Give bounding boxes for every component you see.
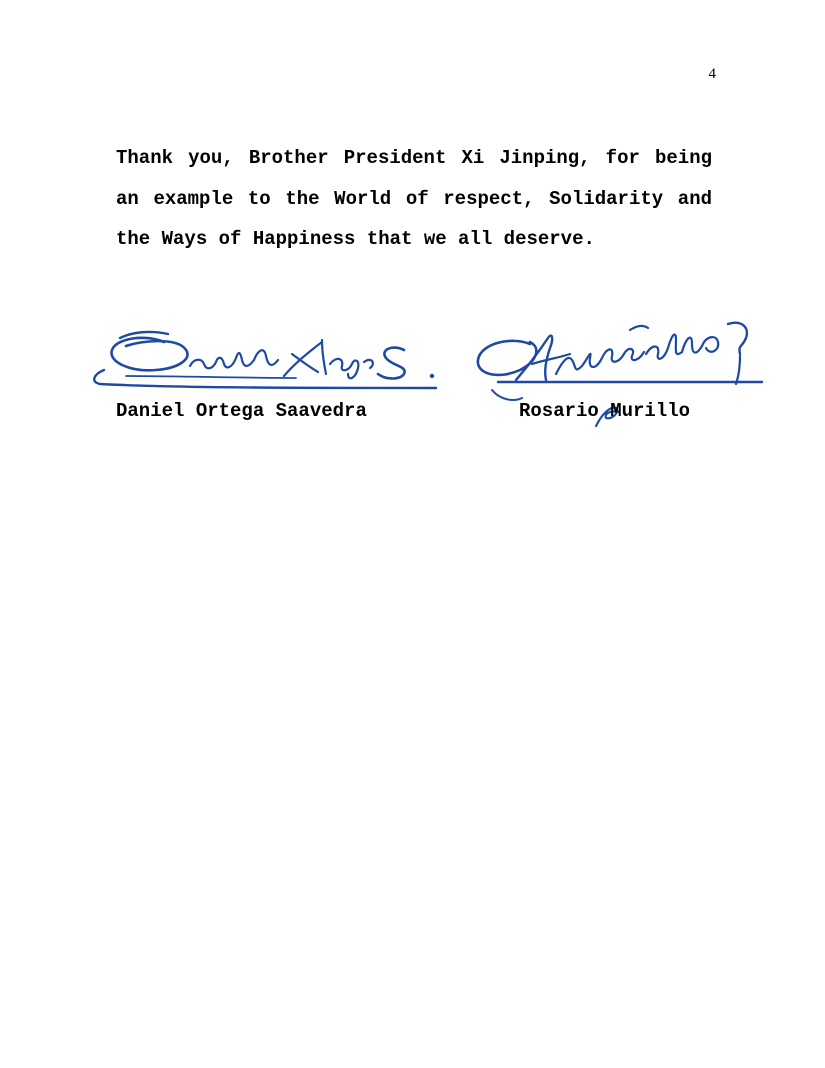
signer-name-ortega: Daniel Ortega Saavedra	[116, 400, 367, 422]
signature-ortega	[86, 316, 442, 398]
signer-name-murillo: Rosario Murillo	[519, 400, 691, 422]
page-number: 4	[708, 66, 716, 82]
closing-paragraph: Thank you, Brother President Xi Jinping, for being an example to the World of respect, Solidarity and the Ways of Happiness that we all deserve.	[116, 147, 712, 250]
